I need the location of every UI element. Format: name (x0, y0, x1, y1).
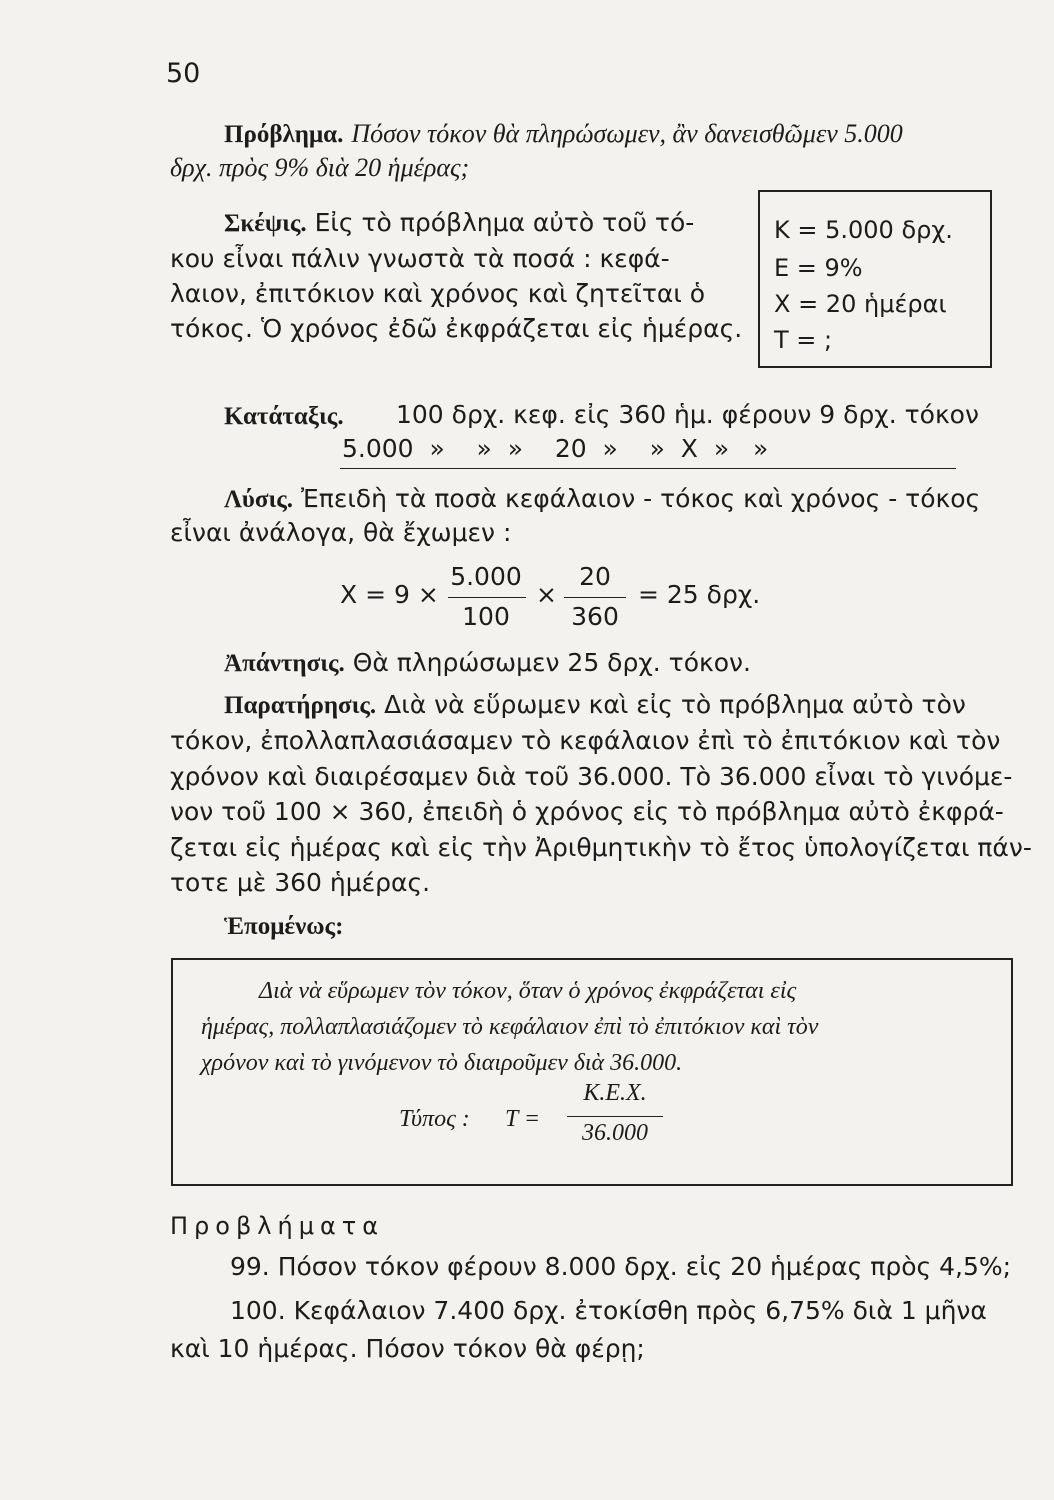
thought-line-1 (224, 208, 694, 239)
formula1-bar2 (564, 597, 626, 598)
thought-text-2: κου εἶναι πάλιν γνωστὰ τὰ ποσά : κεφά- (170, 244, 670, 273)
formula1-times: × (536, 580, 557, 609)
thought-text-1: Εἰς τὸ πρόβλημα αὐτὸ τοῦ τό- (314, 208, 695, 237)
remark-text-3: χρόνον καὶ διαιρέσαμεν διὰ τοῦ 36.000. Τὸ 36.000 εἶναι τὸ γινόμε- (170, 762, 1013, 791)
remark-text-5: ζεται εἰς ἡμέρας καὶ εἰς τὴν Ἀριθμητικὴν τὸ ἔτος ὑπολογίζεται πάν- (170, 833, 1032, 862)
formula1-num1: 5.000 (450, 562, 522, 591)
data-t: T = ; (774, 326, 833, 354)
data-x: X = 20 ἡμέραι (774, 290, 947, 318)
arrangement-label: Κατάταξις. (224, 403, 344, 430)
formula1-lhs: X = 9 × (340, 580, 439, 609)
problem-100-line-2: καὶ 10 ἡμέρας. Πόσον τόκον θὰ φέρῃ; (170, 1334, 645, 1363)
rule-formula-den: 36.000 (582, 1120, 648, 1146)
problem-text-2: δρχ. πρὸς 9% διὰ 20 ἡμέρας; (170, 153, 470, 182)
solution-text-1: Ἐπειδὴ τὰ ποσὰ κεφάλαιον - τόκος καὶ χρόνος - τόκος (301, 484, 981, 513)
arrangement-row-2: 5.000 » » » 20 » » X » » (342, 434, 769, 463)
remark-text-1: Διὰ νὰ εὕρωμεν καὶ εἰς τὸ πρόβλημα αὐτὸ τὸν (384, 690, 966, 719)
page-number: 50 (166, 58, 201, 89)
problem-label: Πρόβλημα. (224, 121, 344, 148)
problems-heading: Προβλήματα (170, 1212, 385, 1240)
remark-label: Παρατήρησις. (224, 692, 377, 719)
rule-line-1: Διὰ νὰ εὕρωμεν τὸν τόκον, ὅταν ὁ χρόνος ἐκφράζεται εἰς (259, 978, 797, 1004)
rule-line-2: ἡμέρας, πολλαπλασιάζομεν τὸ κεφάλαιον ἐπὶ τὸ ἐπιτόκιον καὶ τὸν (201, 1014, 819, 1040)
problem-99: 99. Πόσον τόκον φέρουν 8.000 δρχ. εἰς 20 ἡμέρας πρὸς 4,5%; (230, 1252, 1012, 1281)
formula1-result: = 25 δρχ. (638, 580, 761, 609)
remark-text-4: νον τοῦ 100 × 360, ἐπειδὴ ὁ χρόνος εἰς τὸ πρόβλημα αὐτὸ ἐκφρά- (170, 797, 1004, 826)
rule-formula-bar (567, 1116, 663, 1117)
formula1-den2: 360 (571, 602, 619, 631)
answer-text: Θὰ πληρώσωμεν 25 δρχ. τόκον. (352, 648, 751, 677)
problem-text-1: Πόσον τόκον θὰ πληρώσωμεν, ἂν δανεισθῶμεν 5.000 (351, 119, 903, 148)
solution-text-2: εἶναι ἀνάλογα, θὰ ἔχωμεν : (170, 518, 512, 547)
remark-text-6: τοτε μὲ 360 ἡμέρας. (170, 868, 431, 897)
rule-box (171, 958, 1013, 1186)
rule-formula-lhs: T = (505, 1106, 541, 1132)
arrangement-row-1: 100 δρχ. κεφ. εἰς 360 ἡμ. φέρουν 9 δρχ. τόκον (396, 400, 979, 429)
answer-line (224, 648, 751, 679)
solution-label: Λύσις. (224, 486, 294, 513)
problem-100-line-1: 100. Κεφάλαιον 7.400 δρχ. ἐτοκίσθη πρὸς 6,75% διὰ 1 μῆνα (230, 1296, 987, 1325)
remark-text-2: τόκον, ἐπολλαπλασιάσαμεν τὸ κεφάλαιον ἐπὶ τὸ ἐπιτόκιον καὶ τὸν (170, 726, 1001, 755)
thought-label: Σκέψις. (224, 210, 307, 237)
solution-line-1 (224, 484, 980, 515)
formula1-den1: 100 (462, 602, 510, 631)
arrangement-rule (340, 468, 956, 469)
data-e: E = 9% (774, 254, 863, 282)
remark-line-1 (224, 690, 966, 721)
answer-label: Ἀπάντησις. (224, 650, 345, 677)
rule-formula-num: K.E.X. (583, 1080, 647, 1106)
therefore-label: Ἑπομένως: (224, 913, 344, 940)
rule-formula-label: Τύπος : (399, 1106, 470, 1132)
thought-text-4: τόκος. Ὁ χρόνος ἐδῶ ἐκφράζεται εἰς ἡμέρας. (170, 314, 743, 343)
rule-line-3: χρόνον καὶ τὸ γινόμενον τὸ διαιροῦμεν διὰ 36.000. (201, 1050, 683, 1076)
data-k: K = 5.000 δρχ. (774, 216, 953, 244)
data-box (758, 190, 992, 368)
formula1-bar1 (448, 597, 526, 598)
formula1-num2: 20 (579, 562, 611, 591)
problem-line-1 (224, 118, 903, 150)
thought-text-3: λαιον, ἐπιτόκιον καὶ χρόνος καὶ ζητεῖται ὁ (170, 279, 706, 308)
